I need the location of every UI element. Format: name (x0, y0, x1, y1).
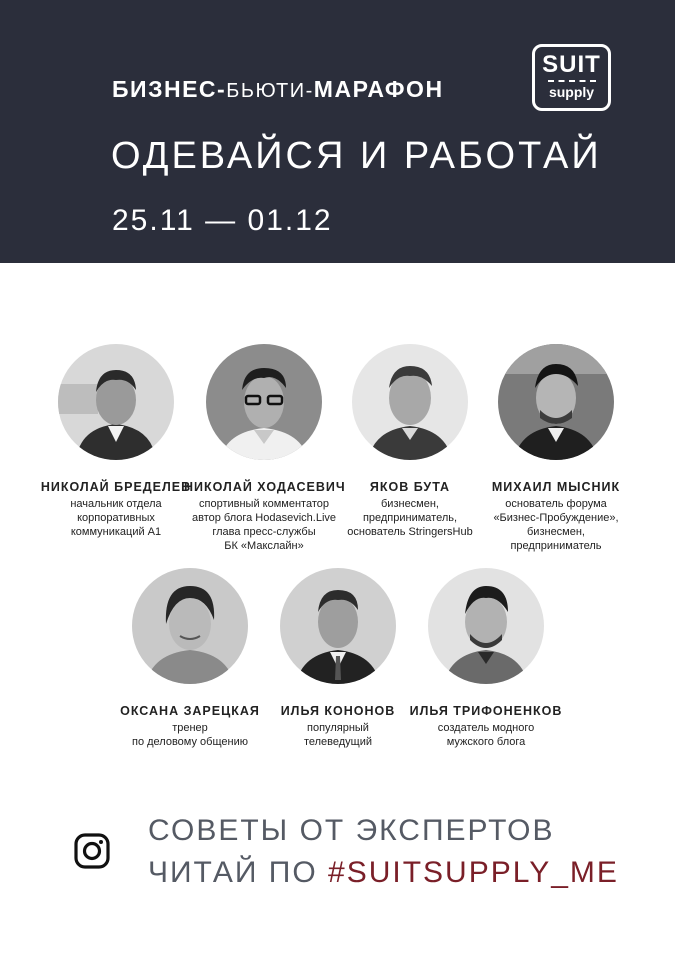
speaker-photo (498, 344, 614, 460)
speaker-card (406, 568, 566, 749)
tagline-business: БИЗНЕС- (112, 76, 227, 102)
footer-read-prefix: ЧИТАЙ ПО (148, 856, 329, 889)
speaker-card (476, 344, 636, 553)
speaker-photo (280, 568, 396, 684)
speaker-photo (428, 568, 544, 684)
speaker-role: создатель модного мужского блога (437, 722, 535, 748)
event-dates: 25.11 — 01.12 (112, 204, 333, 237)
event-title: ОДЕВАЙСЯ И РАБОТАЙ (111, 135, 602, 177)
speaker-role: бизнесмен, предприниматель, основатель StringersHub (347, 498, 473, 538)
speaker-name: ИЛЬЯ КОНОНОВ (280, 704, 396, 718)
logo-divider (548, 80, 596, 82)
speaker-name: ЯКОВ БУТА (369, 480, 451, 494)
event-tagline (112, 76, 444, 103)
speaker-photo (206, 344, 322, 460)
suitsupply-logo (532, 44, 611, 111)
speaker-name: НИКОЛАЙ ХОДАСЕВИЧ (184, 480, 346, 494)
speaker-card (184, 344, 344, 553)
speaker-role: начальник отдела корпоративных коммуникаций А1 (70, 498, 162, 538)
speaker-card (330, 344, 490, 539)
speaker-card (258, 568, 418, 749)
speaker-photo (58, 344, 174, 460)
speaker-name: ОКСАНА ЗАРЕЦКАЯ (120, 704, 260, 718)
logo-text-top: SUIT (542, 51, 601, 78)
tagline-marathon: МАРАФОН (313, 76, 444, 102)
speaker-name: НИКОЛАЙ БРЕДЕЛЕВ (40, 480, 192, 494)
speaker-name: ИЛЬЯ ТРИФОНЕНКОВ (409, 704, 563, 718)
speaker-card (36, 344, 196, 539)
hashtag-link[interactable]: #SUITSUPPLY_ME (328, 856, 619, 889)
instagram-icon (74, 833, 110, 869)
speaker-role: спортивный комментатор автор блога Hodasevich.Live глава пресс-службы БК «Макслайн» (191, 498, 337, 552)
speaker-role: основатель форума «Бизнес-Пробуждение», бизнесмен, предприниматель (493, 498, 619, 552)
footer-line-1: СОВЕТЫ ОТ ЭКСПЕРТОВ (148, 814, 555, 847)
tagline-beauty: БЬЮТИ- (226, 80, 314, 102)
footer-line-2 (148, 856, 619, 890)
speaker-name: МИХАИЛ МЫСНИК (491, 480, 621, 494)
speaker-card (110, 568, 270, 749)
logo-text-bottom: supply (548, 84, 595, 100)
speaker-photo (132, 568, 248, 684)
header-banner (0, 0, 675, 263)
speaker-role: тренер по деловому общению (132, 722, 248, 748)
speaker-photo (352, 344, 468, 460)
speaker-role: популярный телеведущий (303, 722, 373, 748)
